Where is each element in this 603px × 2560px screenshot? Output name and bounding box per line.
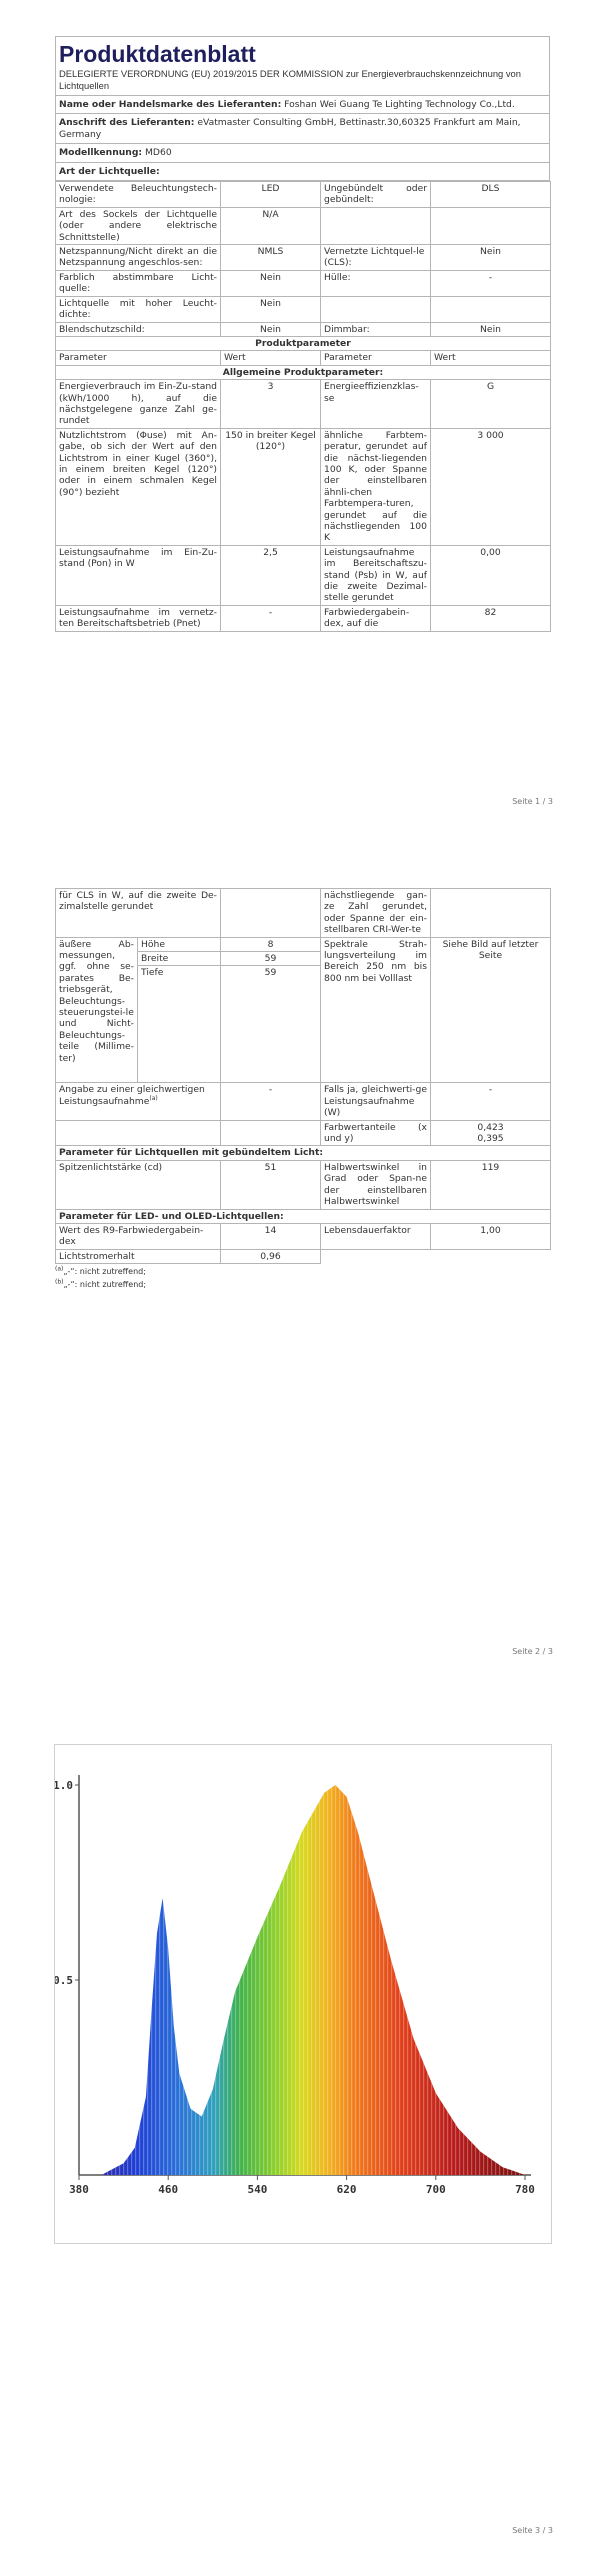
cell-value: LED — [221, 182, 321, 208]
cell-empty — [321, 1249, 431, 1263]
supplier-name-label: Name oder Handelsmarke des Lieferanten: — [59, 99, 282, 110]
cell-value: 1,00 — [431, 1223, 551, 1249]
cell-value: N/A — [221, 207, 321, 244]
cell-value — [221, 1120, 321, 1146]
cell-value: Nein — [221, 322, 321, 336]
cell-value: 119 — [431, 1160, 551, 1209]
table-row — [56, 380, 551, 429]
supplier-name-value: Foshan Wei Guang Te Lighting Technology Co.,Ltd. — [284, 99, 515, 110]
cell-value: 82 — [431, 605, 551, 631]
cell-value: 14 — [221, 1223, 321, 1249]
x-tick-label: 620 — [336, 2183, 357, 2196]
table-row — [56, 1249, 551, 1263]
x-tick-label: 700 — [425, 2183, 446, 2196]
table-row — [56, 1083, 551, 1120]
cell-label: Nutzlichtstrom (Φuse) mit An-gabe, ob sich der Wert auf den Lichtstrom in einer Kugel (360°), in einem breiten Kegel (120°) oder in einem schmalen Kegel (90°) bezieht — [56, 428, 221, 545]
light-source-table — [55, 181, 551, 632]
cell-label: Art des Sockels der Lichtquelle (oder andere elektrische Schnittstelle) — [56, 207, 221, 244]
table-row — [56, 296, 551, 322]
cell-label: für CLS in W, auf die zweite De-zimalstelle gerundet — [56, 889, 221, 938]
page-1 — [0, 0, 603, 820]
cell-label: Netzspannung/Nicht direkt an die Netzspannung angeschlos-sen: — [56, 245, 221, 271]
dimension-name: Breite — [138, 952, 221, 966]
cell-label: Spitzenlichtstärke (cd) — [56, 1160, 221, 1209]
regulation-subtitle: DELEGIERTE VERORDNUNG (EU) 2019/2015 DER KOMMISSION zur Energieverbrauchskennzeichnung von Lichtquellen — [59, 68, 521, 91]
model-label: Modellkennung: — [59, 147, 143, 159]
cell-label: Blendschutzschild: — [56, 322, 221, 336]
dimension-value: 8 — [221, 937, 321, 951]
cell-label: Lichtstromerhalt — [56, 1249, 221, 1263]
title-cell — [56, 37, 550, 96]
x-tick-label: 780 — [515, 2183, 535, 2196]
cell-value: 150 in breiter Kegel (120°) — [221, 428, 321, 545]
spectrum-stripes — [79, 1785, 525, 2175]
cell-label: Energieverbrauch im Ein-Zu-stand (kWh/1000 h), auf die nächstgelegene ganze Zahl ge-rundet — [56, 380, 221, 429]
light-source-type-heading: Art der Lichtquelle: — [56, 162, 550, 180]
spectrum-chart — [54, 1744, 552, 2244]
dimensions-label: äußere Ab-messungen, ggf. ohne se-parates Be-triebsgerät, Beleuchtungs-steuerungstei-le und Nicht-Beleuchtungs-teile (Millime-ter) — [56, 937, 138, 1083]
data-sheet-page-1 — [55, 36, 550, 632]
cell-label: Leistungsaufnahme im Bereitschaftszu-stand (Psb) in W, auf die zweite Dezimal-stelle gerundet — [321, 545, 431, 605]
footnote-mark: (a) — [149, 1094, 158, 1102]
cell-label: ähnliche Farbtem-peratur, gerundet auf die nächst-liegenden 100 K, oder Spanne der einstellbaren ähnli-chen Farbtempera-turen, gerundet auf die nächstliegenden 100 K — [321, 428, 431, 545]
table-row — [56, 1160, 551, 1209]
cell-value: DLS — [431, 182, 551, 208]
table-row — [56, 937, 551, 951]
dimension-name: Tiefe — [138, 966, 221, 1083]
table-row — [56, 428, 551, 545]
cell-value: 0,96 — [221, 1249, 321, 1263]
cell-label: Verwendete Beleuchtungstech-nologie: — [56, 182, 221, 208]
cell-value: 51 — [221, 1160, 321, 1209]
cell-value — [431, 1120, 551, 1146]
cell-value: - — [221, 1083, 321, 1120]
plot-area — [55, 1775, 535, 2196]
footnote — [55, 1279, 550, 1290]
table-row — [56, 182, 551, 208]
cell-label: Spektrale Strah-lungsverteilung im Bereich 250 nm bis 800 nm bei Volllast — [321, 937, 431, 1083]
table-row — [56, 1120, 551, 1146]
column-header: Parameter — [321, 351, 431, 365]
cell-value: - — [221, 605, 321, 631]
cell-value — [431, 207, 551, 244]
cell-label — [56, 1083, 221, 1120]
cell-label: Lichtquelle mit hoher Leucht-dichte: — [56, 296, 221, 322]
cell-value: Nein — [221, 296, 321, 322]
params-table-continued — [55, 888, 551, 1264]
cell-value: 3 000 — [431, 428, 551, 545]
table-row — [56, 245, 551, 271]
supplier-address-value: eVatmaster Consulting GmbH, Bettinastr.30,60325 Frankfurt am Main, Germany — [59, 117, 521, 140]
cell-value — [221, 889, 321, 938]
supplier-address-row — [56, 114, 550, 144]
column-header-row — [56, 351, 551, 365]
cell-label: Wert des R9-Farbwiedergabein-dex — [56, 1223, 221, 1249]
chromaticity-y: 0,395 — [477, 1133, 504, 1145]
supplier-name-row — [56, 96, 550, 114]
cell-label: Vernetzte Lichtquel-le (CLS): — [321, 245, 431, 271]
x-tick-label: 540 — [247, 2183, 268, 2196]
data-sheet-page-2 — [55, 888, 550, 1290]
page-footer: Seite 3 / 3 — [512, 2526, 553, 2535]
cell-label: Halbwertswinkel in Grad oder Span-ne der einstellbaren Halbwertswinkel — [321, 1160, 431, 1209]
column-header: Wert — [221, 351, 321, 365]
footnote-text: „-“: nicht zutreffend; — [63, 1280, 147, 1290]
x-tick-label: 460 — [158, 2183, 179, 2196]
spectrum-svg — [55, 1745, 551, 2243]
page-footer: Seite 2 / 3 — [512, 1647, 553, 1656]
cell-value: 0,00 — [431, 545, 551, 605]
general-params-heading: Allgemeine Produktparameter: — [56, 365, 551, 379]
cell-label: Falls ja, gleichwerti-ge Leistungsaufnahme (W) — [321, 1083, 431, 1120]
cell-value — [431, 889, 551, 938]
table-row — [56, 207, 551, 244]
dimension-name: Höhe — [138, 937, 221, 951]
cell-label — [321, 207, 431, 244]
y-tick-label: 1.0 — [55, 1779, 73, 1792]
table-row — [56, 605, 551, 631]
cell-label: Farblich abstimmbare Licht-quelle: — [56, 270, 221, 296]
footnote-mark: (b) — [55, 1278, 64, 1286]
cell-value: 2,5 — [221, 545, 321, 605]
cell-label: Lebensdauerfaktor — [321, 1223, 431, 1249]
dimension-value: 59 — [221, 966, 321, 1083]
footnote-mark: (a) — [55, 1265, 64, 1273]
cell-value: - — [431, 1083, 551, 1120]
model-value: MD60 — [145, 147, 172, 159]
table-row — [56, 1223, 551, 1249]
footnote-text: „-“: nicht zutreffend; — [63, 1267, 146, 1277]
chromaticity-x: 0,423 — [477, 1121, 504, 1133]
page-title: Produktdatenblatt — [59, 41, 256, 67]
cell-value — [431, 296, 551, 322]
header-table — [55, 36, 550, 181]
page-footer: Seite 1 / 3 — [512, 797, 553, 806]
model-row — [56, 144, 550, 162]
dimension-value: 59 — [221, 952, 321, 966]
page-2 — [0, 880, 603, 1680]
cell-value: NMLS — [221, 245, 321, 271]
cell-label: Leistungsaufnahme im vernetz-ten Bereitschaftsbetrieb (Pnet) — [56, 605, 221, 631]
y-tick-label: 0.5 — [55, 1974, 73, 1987]
cell-value: G — [431, 380, 551, 429]
footnote — [55, 1266, 550, 1277]
cell-label: Ungebündelt oder gebündelt: — [321, 182, 431, 208]
cell-value: Nein — [221, 270, 321, 296]
cell-value: Nein — [431, 322, 551, 336]
table-row — [56, 270, 551, 296]
directional-params-heading: Parameter für Lichtquellen mit gebündeltem Licht: — [56, 1146, 551, 1160]
cell-value: - — [431, 270, 551, 296]
column-header: Wert — [431, 351, 551, 365]
supplier-address-label: Anschrift des Lieferanten: — [59, 117, 195, 129]
led-params-heading: Parameter für LED- und OLED-Lichtquellen: — [56, 1209, 551, 1223]
cell-empty — [431, 1249, 551, 1263]
cell-label: Energieeffizienzklas-se — [321, 380, 431, 429]
cell-value: Siehe Bild auf letzter Seite — [431, 937, 551, 1083]
column-header: Parameter — [56, 351, 221, 365]
cell-value: Nein — [431, 245, 551, 271]
cell-label: Leistungsaufnahme im Ein-Zu-stand (Pon) in W — [56, 545, 221, 605]
equivalent-power-label: Angabe zu einer gleichwertigen Leistungsaufnahme — [59, 1084, 205, 1107]
cell-label: Farbwiedergabein-dex, auf die — [321, 605, 431, 631]
table-row — [56, 322, 551, 336]
cell-label: Hülle: — [321, 270, 431, 296]
table-row — [56, 545, 551, 605]
x-tick-label: 380 — [69, 2183, 89, 2196]
product-params-heading: Produktparameter — [56, 336, 551, 350]
cell-label — [321, 296, 431, 322]
cell-label: Farbwertanteile (x und y) — [321, 1120, 431, 1146]
cell-value: 3 — [221, 380, 321, 429]
cell-label — [56, 1120, 221, 1146]
table-row — [56, 889, 551, 938]
cell-label: nächstliegende gan-ze Zahl gerundet, oder Spanne der ein-stellbaren CRI-Wer-te — [321, 889, 431, 938]
cell-label: Dimmbar: — [321, 322, 431, 336]
